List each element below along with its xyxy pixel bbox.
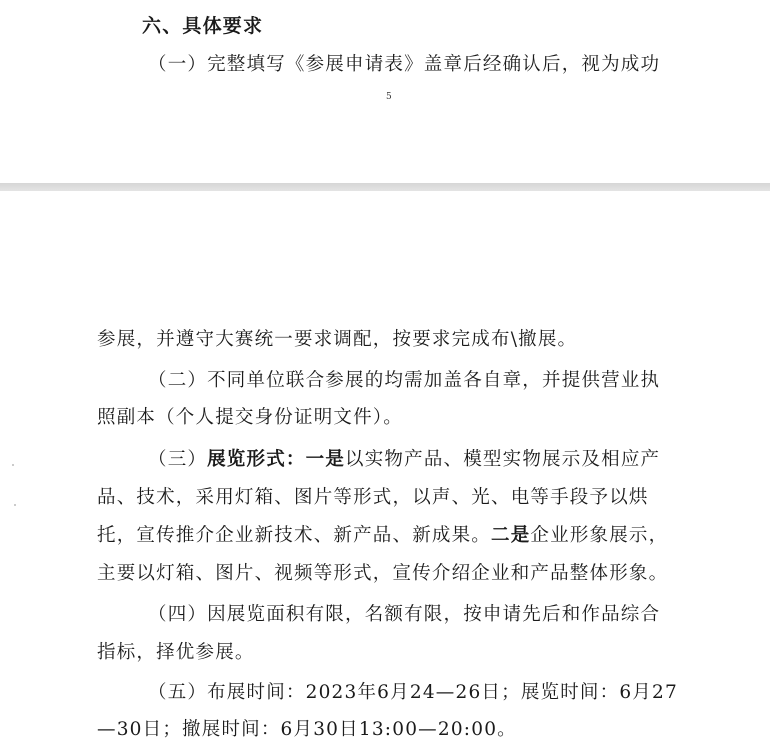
item-3-line-3: [97, 527, 668, 546]
item-3-marker-one: 一是: [305, 449, 346, 470]
section-heading: 六、具体要求: [142, 15, 264, 37]
item-3-prefix: （三）: [148, 449, 208, 470]
item-2-line-2: 照副本（个人提交身份证明文件）。: [97, 407, 403, 428]
page-separator: [0, 183, 770, 191]
document-page-bottom: [0, 191, 770, 749]
item-3-line-1-rest: 以实物产品、模型实物展示及相应产: [345, 449, 661, 470]
item-5-line-2: —30日；撤展时间：6月30日13:00—20:00。: [97, 719, 517, 740]
page-number: 5: [386, 92, 392, 102]
item-3-title: 展览形式：: [207, 449, 306, 470]
item-5-line-1: （五）布展时间：2023年6月24—26日；展览时间：6月27: [148, 682, 678, 703]
item-3-line-3-after: 企业形象展示，: [530, 525, 669, 546]
item-3-marker-two: 二是: [491, 525, 531, 546]
item-3-line-1: [148, 451, 660, 470]
item-3-line-2: 品、技术，采用灯箱、图片等形式，以声、光、电等手段予以烘: [97, 487, 649, 508]
scan-speck: [14, 504, 16, 506]
scan-speck: [12, 464, 14, 466]
item-1-continuation: 参展，并遵守大赛统一要求调配，按要求完成布\撤展。: [97, 329, 578, 350]
item-1-first-line: （一）完整填写《参展申请表》盖章后经确认后，视为成功: [148, 54, 661, 75]
document-page-top: [0, 0, 770, 183]
item-3-line-3-before: 托，宣传推介企业新技术、新产品、新成果。: [97, 525, 492, 546]
item-3-line-4: 主要以灯箱、图片、视频等形式，宣传介绍企业和产品整体形象。: [97, 563, 669, 584]
item-4-line-1: （四）因展览面积有限，名额有限，按申请先后和作品综合: [148, 604, 661, 625]
item-4-line-2: 指标，择优参展。: [97, 642, 255, 663]
item-2-line-1: （二）不同单位联合参展的均需加盖各自章，并提供营业执: [148, 370, 661, 391]
